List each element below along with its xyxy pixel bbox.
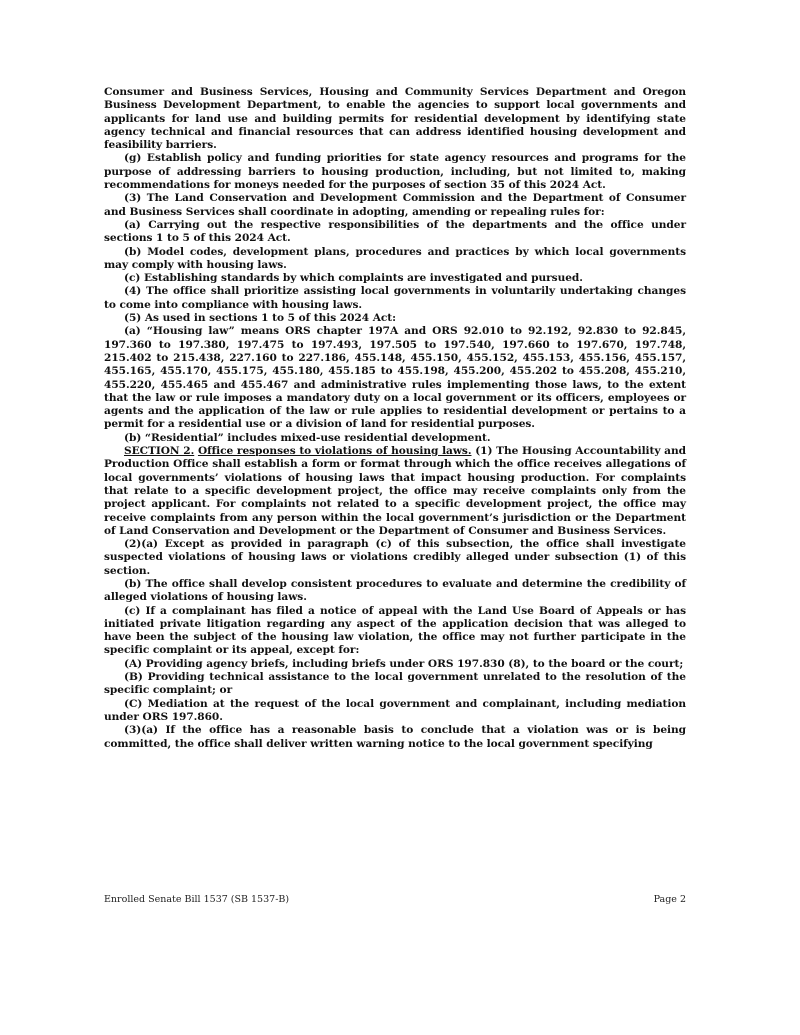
paragraph xyxy=(104,246,686,273)
paragraph-text: (b) “Residential” includes mixed-use residential development. xyxy=(124,431,491,444)
paragraph xyxy=(104,698,686,725)
page-footer xyxy=(104,894,686,905)
paragraph-text: (C) Mediation at the request of the local government and complainant, including mediation under ORS 197.860. xyxy=(104,697,686,723)
paragraph-text: (c) Establishing standards by which complaints are investigated and pursued. xyxy=(124,272,583,285)
document-page xyxy=(104,86,686,751)
paragraph-text: (3) The Land Conservation and Development Commission and the Department of Consumer and Business Services shall coordinate in adopting, amending or repealing rules for: xyxy=(104,192,686,218)
paragraph xyxy=(104,432,686,445)
paragraph xyxy=(104,445,686,538)
paragraph xyxy=(104,152,686,192)
paragraph xyxy=(104,272,686,285)
paragraph xyxy=(104,724,686,751)
section-title: Office responses to violations of housing laws. xyxy=(197,445,472,458)
paragraph xyxy=(104,219,686,246)
paragraph xyxy=(104,192,686,219)
paragraph xyxy=(104,538,686,578)
paragraph xyxy=(104,671,686,698)
paragraph-text: (3)(a) If the office has a reasonable basis to conclude that a violation was or is being committed, the office shall deliver written warning notice to the local government specifying xyxy=(104,724,686,750)
paragraph-text: (B) Providing technical assistance to the local government unrelated to the resolution of the specific complaint; or xyxy=(104,671,686,697)
paragraph xyxy=(104,658,686,671)
paragraph-text: Consumer and Business Services, Housing and Community Services Department and Oregon Business Development Department, to enable the agencies to support local governments and applicants for land use and building permits for residential development by identifying state agency technical and financial resources that can address identified housing development and feasibility barriers. xyxy=(104,86,686,152)
paragraph-text: (a) Carrying out the respective responsibilities of the departments and the office under sections 1 to 5 of this 2024 Act. xyxy=(104,218,686,245)
paragraph xyxy=(104,312,686,325)
paragraph-text: (1) The Housing Accountability and Production Office shall establish a form or format through which the office receives allegations of local governments’ violations of housing laws that impact housing production. For complaints that relate to a specific development project, the office may receive complaints only from the project applicant. For complaints not related to a specific development project, the office may receive complaints from any person within the local government’s jurisdiction or the Department of Land Conservation and Development or the Department of Consumer and Business Services. xyxy=(104,445,687,537)
paragraph xyxy=(104,86,686,152)
section-label: SECTION 2. xyxy=(124,445,195,458)
paragraph-text: (b) The office shall develop consistent procedures to evaluate and determine the credibility of alleged violations of housing laws. xyxy=(104,577,686,604)
paragraph-text: (A) Providing agency briefs, including briefs under ORS 197.830 (8), to the board or the court; xyxy=(124,657,684,670)
footer-bill-title: Enrolled Senate Bill 1537 (SB 1537-B) xyxy=(104,894,290,905)
paragraph xyxy=(104,325,686,431)
paragraph-text: (b) Model codes, development plans, procedures and practices by which local governments may comply with housing laws. xyxy=(104,245,686,271)
footer-page-number: Page 2 xyxy=(653,894,686,905)
paragraph xyxy=(104,578,686,605)
paragraph-text: (4) The office shall prioritize assisting local governments in voluntarily undertaking changes to come into compliance with housing laws. xyxy=(104,285,686,311)
paragraph-text: (c) If a complainant has filed a notice of appeal with the Land Use Board of Appeals or has initiated private litigation regarding any aspect of the application decision that was alleged to have been the subject of the housing law violation, the office may not further participate in the specific complaint or its appeal, except for: xyxy=(104,604,686,657)
document-body xyxy=(104,86,686,751)
paragraph-text: (5) As used in sections 1 to 5 of this 2024 Act: xyxy=(124,312,396,325)
paragraph-text: (a) “Housing law” means ORS chapter 197A and ORS 92.010 to 92.192, 92.830 to 92.845, 197.360 to 197.380, 197.475 to 197.493, 197.505 to 197.540, 197.660 to 197.670, 197.748, 215.402 to 215.438, 227.160 to 227.186, 455.148, 455.150, 455.152, 455.153, 455.156, 455.157, 455.165, 455.170, 455.175, 455.180, 455.185 to 455.198, 455.200, 455.202 to 455.208, 455.210, 455.220, 455.465 and 455.467 and administrative rules implementing those laws, to the extent that the law or rule imposes a mandatory duty on a local government or its officers, employees or agents and the application of the law or rule applies to residential development or pertains to a permit for a residential use or a division of land for residential purposes. xyxy=(104,325,686,431)
paragraph-text: (g) Establish policy and funding priorities for state agency resources and programs for the purpose of addressing barriers to housing production, including, but not limited to, making recommendations for moneys needed for the purposes of section 35 of this 2024 Act. xyxy=(104,152,686,192)
paragraph xyxy=(104,285,686,312)
paragraph xyxy=(104,605,686,658)
paragraph-text: (2)(a) Except as provided in paragraph (c) of this subsection, the office shall investigate suspected violations of housing laws or violations credibly alleged under subsection (1) of this section. xyxy=(104,538,686,577)
